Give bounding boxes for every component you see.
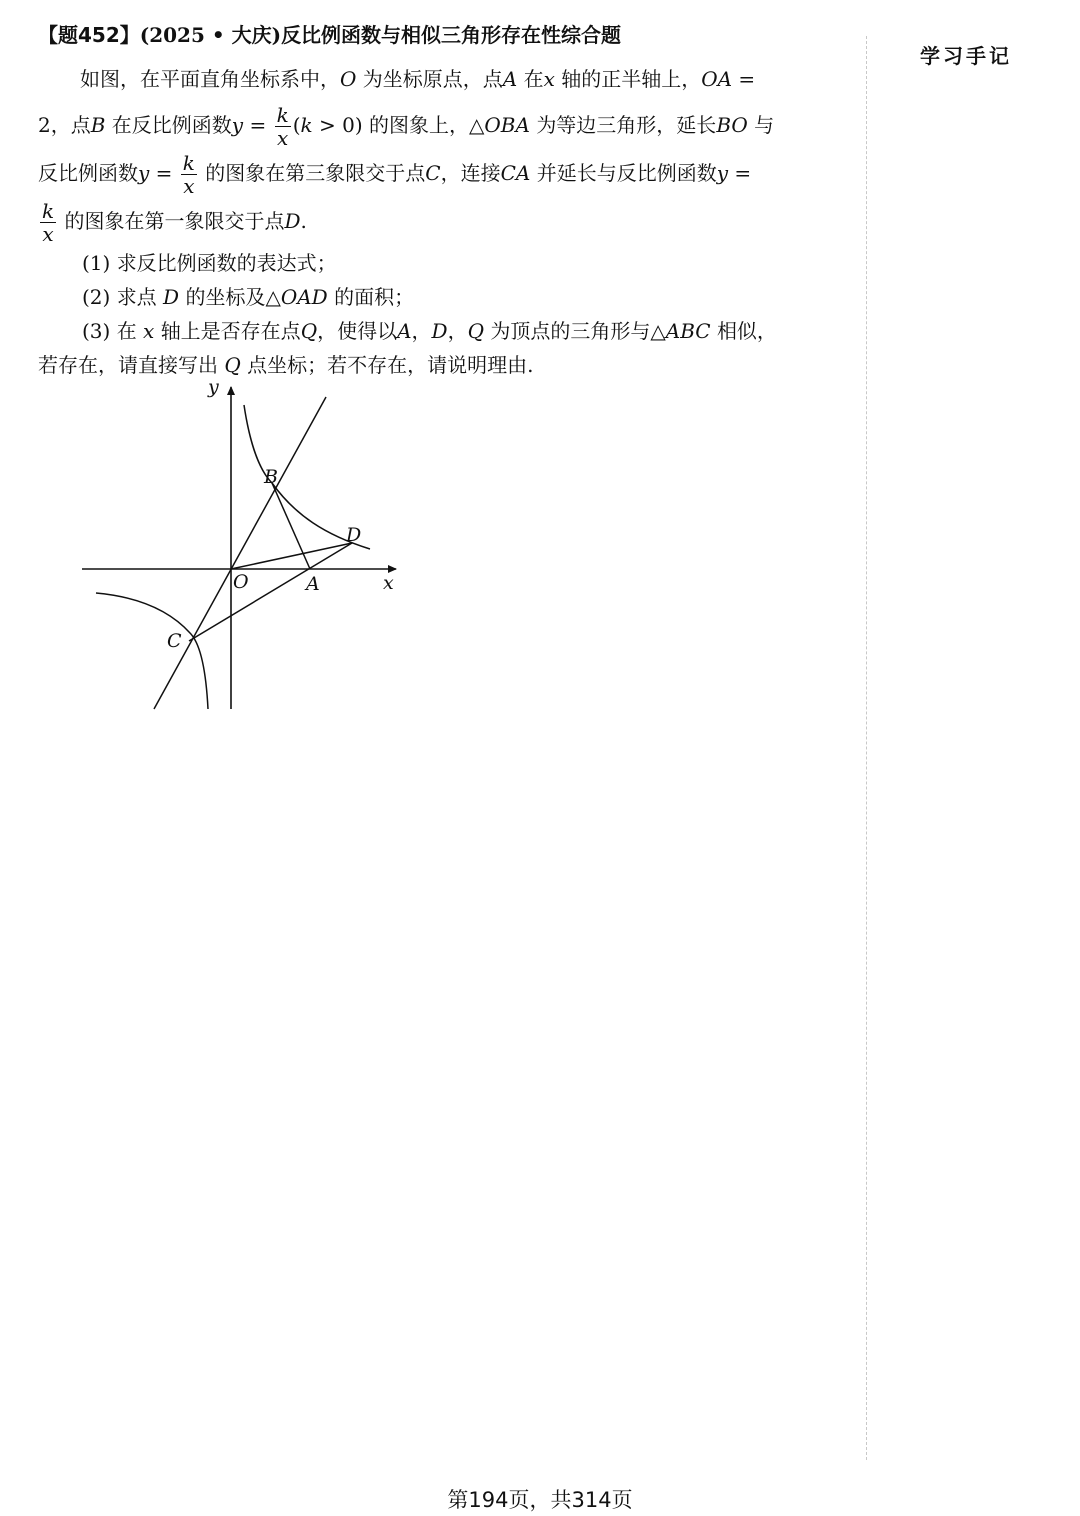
text: 为等边三角形，延长 bbox=[536, 113, 717, 137]
problem-source: (2025 • 大庆) bbox=[139, 23, 282, 47]
text: 2，点 bbox=[38, 113, 91, 137]
fraction-k-over-x: $\frac{k}{x}$ bbox=[42, 199, 55, 246]
segment-OD bbox=[231, 543, 352, 569]
label-x: x bbox=[383, 572, 394, 594]
text: 的图象在第一象限交于点 bbox=[64, 209, 285, 233]
problem-statement: 如图，在平面直角坐标系中，O 为坐标原点，点A 在x 轴的正半轴上，OA = bbox=[80, 67, 756, 91]
label-C: C bbox=[167, 630, 182, 652]
text: 的图象在第三象限交于点 bbox=[205, 161, 426, 185]
problem-content bbox=[38, 18, 848, 382]
sidebar-title: 学习手记 bbox=[920, 44, 1012, 68]
text: ，连接 bbox=[440, 161, 501, 185]
problem-statement-line3: 反比例函数y = $\frac{k}{x}$ 的图象在第三象限交于点C，连接CA 并延长与反比例函数y = bbox=[38, 151, 752, 198]
problem-statement-line2: 2，点B 在反比例函数y = $\frac{k}{x}$ (k > 0) 的图象上，△OBA 为等边三角形，延长BO 与 bbox=[38, 103, 775, 150]
text: 的面积； bbox=[334, 285, 415, 309]
text: 的图象上， bbox=[369, 113, 470, 137]
fraction-k-over-x: $\frac{k}{x}$ bbox=[276, 103, 289, 150]
question-3-line2: 若存在，请直接写出 Q 点坐标；若不存在，请说明理由. bbox=[38, 353, 534, 377]
problem-heading: 反比例函数与相似三角形存在性综合题 bbox=[281, 23, 622, 47]
fraction-k-over-x: $\frac{k}{x}$ bbox=[182, 151, 195, 198]
text: ，使得以 bbox=[317, 319, 398, 343]
question-3: (3) 在 x 轴上是否存在点Q，使得以A，D，Q 为顶点的三角形与△ABC 相似， bbox=[82, 319, 777, 343]
text: 并延长与反比例函数 bbox=[536, 161, 717, 185]
text: 点坐标；若不存在，请说明理由. bbox=[247, 353, 534, 377]
text: 为坐标原点，点 bbox=[362, 67, 503, 91]
geometry-figure bbox=[70, 375, 410, 719]
text: (2) 求点 bbox=[82, 285, 157, 309]
page-footer: 第194页，共314页 bbox=[447, 1488, 633, 1512]
label-A: A bbox=[306, 573, 320, 595]
label-B: B bbox=[264, 466, 278, 488]
text: 为顶点的三角形与 bbox=[490, 319, 651, 343]
problem-statement-line4: $\frac{k}{x}$ 的图象在第一象限交于点D. bbox=[42, 199, 307, 246]
text: 轴的正半轴上， bbox=[561, 67, 702, 91]
text: 轴上是否存在点 bbox=[160, 319, 301, 343]
text: 反比例函数 bbox=[38, 161, 138, 185]
hyperbola-branch-third-quadrant bbox=[96, 593, 208, 709]
text: 若存在，请直接写出 bbox=[38, 353, 218, 377]
label-D: D bbox=[346, 524, 362, 546]
problem-title bbox=[38, 18, 848, 52]
text: 的坐标及 bbox=[185, 285, 266, 309]
text: 与 bbox=[754, 113, 775, 137]
text: (3) 在 bbox=[82, 319, 137, 343]
text: . bbox=[300, 209, 307, 233]
text: 如图，在平面直角坐标系中， bbox=[80, 67, 340, 91]
line-CD bbox=[189, 543, 352, 641]
text: 在反比例函数 bbox=[111, 113, 232, 137]
text: 在 bbox=[523, 67, 544, 91]
question-2: (2) 求点 D 的坐标及△OAD 的面积； bbox=[82, 285, 415, 309]
line-BC bbox=[154, 397, 326, 709]
label-O: O bbox=[233, 571, 249, 593]
text: 相似， bbox=[716, 319, 777, 343]
problem-tag: 【题452】 bbox=[38, 23, 140, 47]
label-y: y bbox=[208, 376, 219, 398]
sidebar-divider bbox=[866, 36, 867, 1460]
question-1: (1) 求反比例函数的表达式； bbox=[82, 251, 337, 275]
coordinate-diagram bbox=[70, 375, 410, 715]
